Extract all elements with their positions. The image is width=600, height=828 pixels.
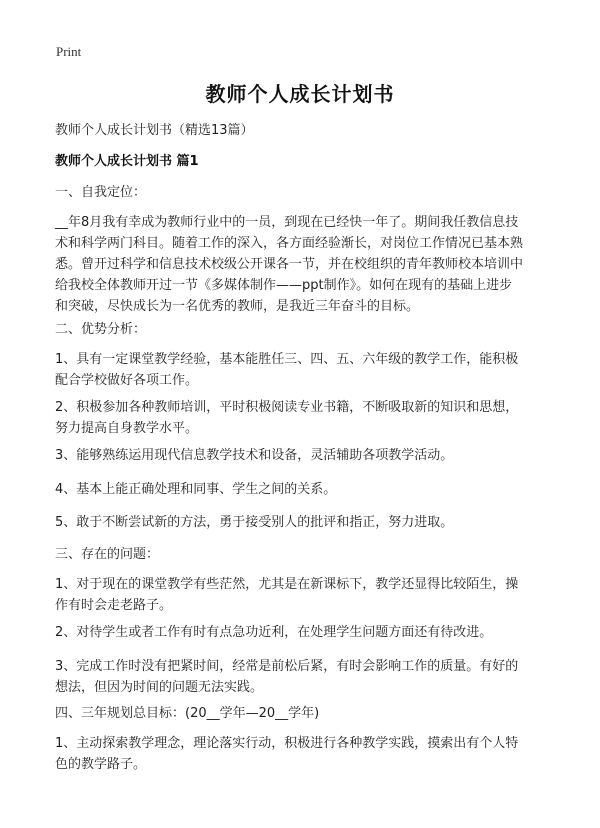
- body-paragraph: [55, 479, 550, 500]
- paragraph-line: 四、三年规划总目标：(20__学年—20__学年): [55, 706, 320, 721]
- paragraph-line: 4、基本上能正确处理和同事、学生之间的关系。: [55, 482, 337, 497]
- section-subheading: [55, 182, 550, 203]
- body-paragraph: [55, 622, 550, 643]
- paragraph-line: 配合学校做好各项工作。: [55, 373, 199, 388]
- paragraph-line: 和突破，尽快成长为一名优秀的教师，是我近三年奋斗的目标。: [55, 299, 420, 314]
- paragraph-line: 1、具有一定课堂教学经验，基本能胜任三、四、五、六年级的教学工作，能积极: [55, 352, 519, 367]
- section-subheading: [55, 544, 550, 565]
- paragraph-line: 想法，但因为时间的问题无法实践。: [55, 680, 264, 695]
- paragraph-line: 努力提高自身教学水平。: [55, 421, 199, 436]
- body-paragraph: [55, 733, 550, 775]
- section-heading: 教师个人成长计划书 篇1: [55, 154, 199, 169]
- body-paragraph: [55, 512, 550, 533]
- paragraph-line: 给我校全体教师开过一节《多媒体制作——ppt制作》。如何在现有的基础上进步: [55, 278, 513, 293]
- paragraph-line: 色的教学路子。: [55, 757, 147, 772]
- paragraph-line: 作有时会走老路子。: [55, 598, 173, 613]
- paragraph-line: 1、主动探索教学理念，理论落实行动，积极进行各种教学实践，摸索出有个人特: [55, 736, 519, 751]
- section-subheading: [55, 703, 550, 724]
- section-subheading: [55, 319, 550, 340]
- paragraph-line: __年8月我有幸成为教师行业中的一员，到现在已经快一年了。期间我任教信息技: [55, 215, 519, 230]
- body-paragraph: [55, 397, 550, 439]
- body-paragraph: [55, 349, 550, 391]
- paragraph-line: 悉。曾开过科学和信息技术校级公开课各一节，并在校组织的青年教师校本培训中: [55, 257, 524, 272]
- paragraph-line: 一、自我定位：: [55, 185, 147, 200]
- body-paragraph: [55, 212, 550, 317]
- document-title: 教师个人成长计划书: [205, 82, 395, 106]
- paragraph-line: 1、对于现在的课堂教学有些茫然，尤其是在新课标下，教学还显得比较陌生，操: [55, 577, 519, 592]
- body-paragraph: [55, 574, 550, 616]
- body-paragraph: [55, 656, 550, 698]
- paragraph-line: 5、敢于不断尝试新的方法，勇于接受别人的批评和指正，努力进取。: [55, 515, 454, 530]
- paragraph-line: 3、能够熟练运用现代信息教学技术和设备，灵活辅助各项教学活动。: [55, 448, 454, 463]
- print-label: Print: [56, 44, 82, 59]
- paragraph-line: 术和科学两门科目。随着工作的深入，各方面经验渐长，对岗位工作情况已基本熟: [55, 236, 524, 251]
- paragraph-line: 二、优势分析：: [55, 322, 147, 337]
- paragraph-line: 3、完成工作时没有把紧时间，经常是前松后紧，有时会影响工作的质量。有好的: [55, 659, 519, 674]
- paragraph-line: 三、存在的问题：: [55, 547, 160, 562]
- paragraph-line: 2、积极参加各种教师培训，平时积极阅读专业书籍，不断吸取新的知识和思想，: [55, 400, 519, 415]
- document-subtitle: 教师个人成长计划书（精选13篇）: [55, 123, 254, 138]
- body-paragraph: [55, 445, 550, 466]
- paragraph-line: 2、对待学生或者工作有时有点急功近利，在处理学生问题方面还有待改进。: [55, 625, 493, 640]
